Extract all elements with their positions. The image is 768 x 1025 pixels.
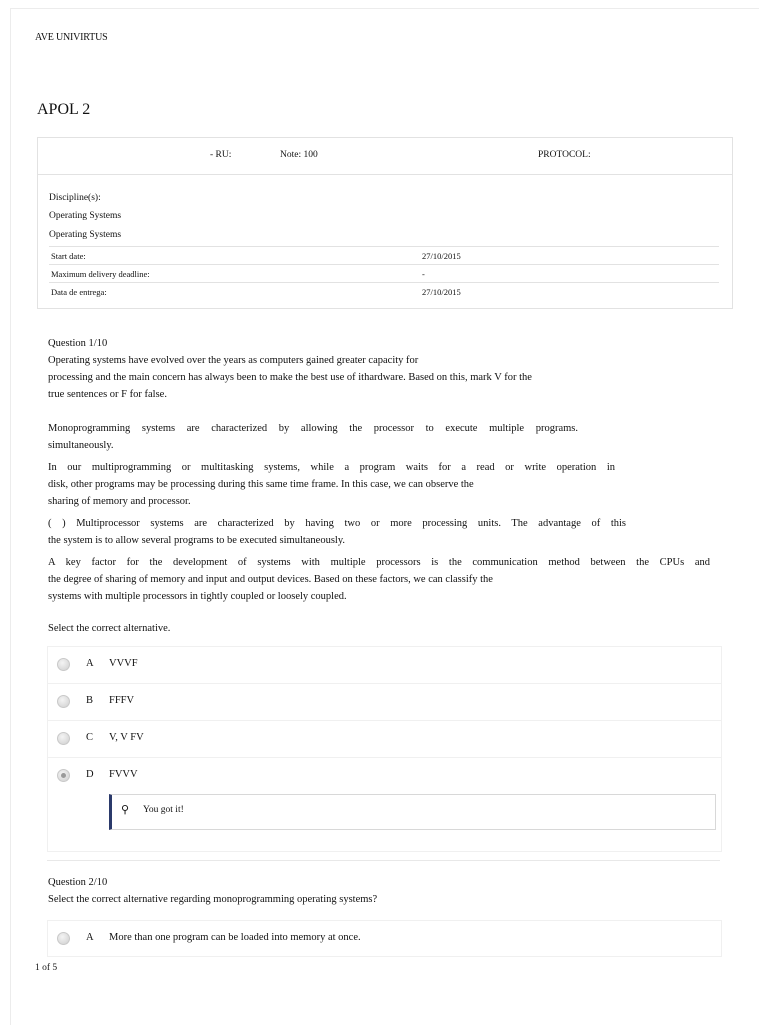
discipline-item: Operating Systems (49, 230, 122, 240)
delivery-date-row (49, 282, 719, 300)
answer-option-c[interactable] (48, 721, 721, 758)
answer-option-a[interactable] (48, 921, 721, 957)
option-text: VVVF (109, 658, 138, 669)
start-date-value: 27/10/2015 (422, 251, 461, 261)
ru-label: - RU: (210, 150, 232, 160)
info-header-row (38, 138, 732, 175)
deadline-label: Maximum delivery deadline: (51, 269, 150, 279)
radio-button[interactable] (57, 658, 70, 671)
radio-button[interactable] (57, 695, 70, 708)
statement-line: the degree of sharing of memory and input and output devices. Based on these factors, we can classify the (48, 574, 493, 585)
option-text: V, V FV (109, 732, 144, 743)
question-intro-line: true sentences or F for false. (48, 389, 167, 400)
page-number: 1 of 5 (35, 963, 58, 973)
option-text: FFFV (109, 695, 135, 706)
answer-feedback (109, 794, 716, 830)
question-heading: Question 1/10 (48, 338, 108, 349)
option-letter: B (86, 695, 94, 706)
option-letter: D (86, 769, 94, 780)
discipline-label: Discipline(s): (49, 193, 101, 203)
radio-button-selected[interactable] (57, 769, 70, 782)
option-text: More than one program can be loaded into memory at once. (109, 932, 361, 943)
note-label: Note: 100 (280, 150, 318, 160)
statement-line: the system is to allow several programs to be executed simultaneously. (48, 535, 346, 546)
option-text: FVVV (109, 769, 138, 780)
statement-line: ( ) Multiprocessor systems are characterized by having two or more processing units. The advantage of this (48, 518, 626, 529)
statement-line: In our multiprogramming or multitasking systems, while a program waits for a read or write operation in (48, 462, 615, 473)
magnifier-icon: ⚲ (121, 804, 130, 816)
question-divider (47, 860, 720, 861)
answer-options (47, 646, 722, 852)
question-intro-line: processing and the main concern has always been to make the best use of ithardware. Based on this, mark V for the (48, 372, 532, 383)
discipline-item: Operating Systems (49, 211, 122, 221)
option-letter: A (86, 932, 94, 943)
delivery-date-label: Data de entrega: (51, 287, 107, 297)
statement-line: Monoprogramming systems are characterized by allowing the processor to execute multiple programs. (48, 423, 578, 434)
answer-options (47, 920, 722, 957)
start-date-label: Start date: (51, 251, 86, 261)
deadline-row (49, 264, 719, 282)
question-prompt: Select the correct alternative regarding monoprogramming operating systems? (48, 894, 378, 905)
deadline-value: - (422, 269, 425, 279)
option-letter: A (86, 658, 94, 669)
protocol-label: PROTOCOL: (538, 150, 591, 160)
feedback-text: You got it! (143, 805, 184, 815)
question-heading: Question 2/10 (48, 877, 108, 888)
statement-line: A key factor for the development of systems with multiple processors is the communication method between the CPUs and (48, 557, 710, 568)
statement-line: sharing of memory and processor. (48, 496, 191, 507)
institution-name: AVE UNIVIRTUS (35, 32, 108, 43)
statement-line: systems with multiple processors in tightly coupled or loosely coupled. (48, 591, 347, 602)
start-date-row (49, 246, 719, 264)
statement-line: simultaneously. (48, 440, 114, 451)
answer-option-d[interactable] (48, 758, 721, 794)
option-letter: C (86, 732, 94, 743)
statement-line: disk, other programs may be processing during this same time frame. In this case, we can observe the (48, 479, 474, 490)
radio-button[interactable] (57, 932, 70, 945)
radio-button[interactable] (57, 732, 70, 745)
exam-info-box (37, 137, 733, 309)
page-title: APOL 2 (37, 101, 91, 118)
answer-option-b[interactable] (48, 684, 721, 721)
question-prompt: Select the correct alternative. (48, 623, 171, 634)
question-intro-line: Operating systems have evolved over the years as computers gained greater capacity for (48, 355, 419, 366)
answer-option-a[interactable] (48, 647, 721, 684)
delivery-date-value: 27/10/2015 (422, 287, 461, 297)
